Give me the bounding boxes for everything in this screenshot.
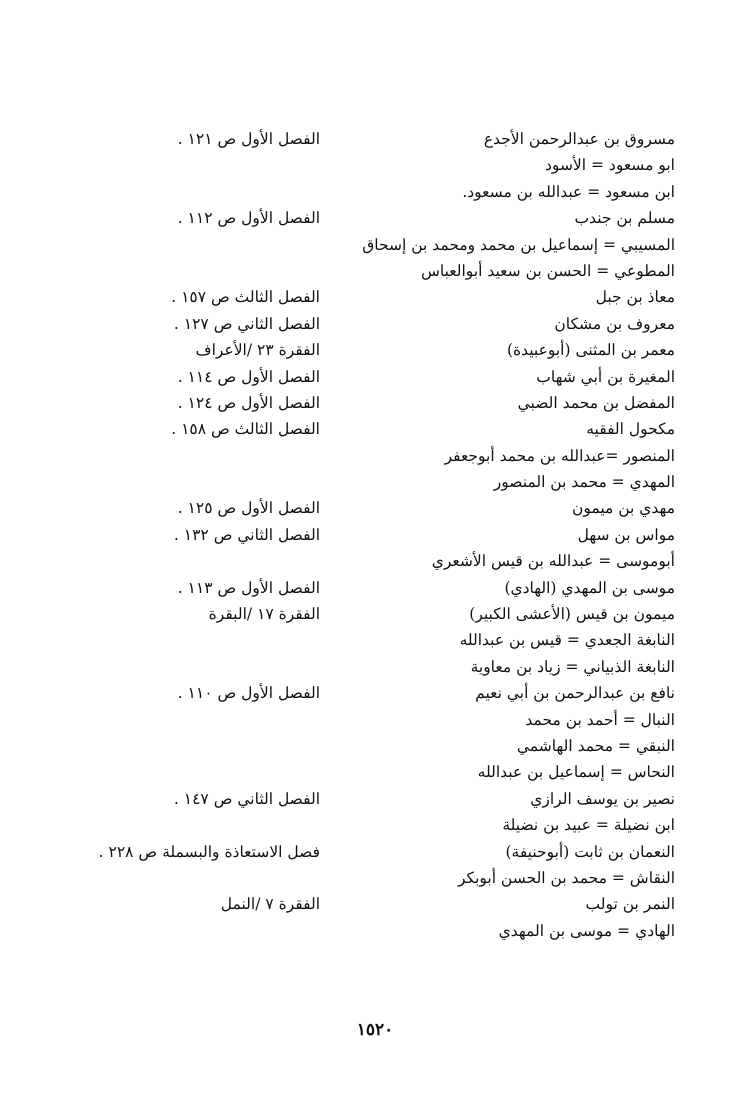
index-entry (0, 839, 750, 865)
entry-name: نصير بن يوسف الرازي (530, 789, 675, 808)
entry-name: المغيرة بن أبي شهاب (536, 367, 675, 386)
index-entry (0, 575, 750, 601)
index-entry (0, 152, 750, 178)
index-list (0, 126, 750, 944)
entry-name: مواس بن سهل (577, 525, 675, 544)
entry-reference: الفصل الثالث ص ١٥٧ . (171, 288, 320, 307)
entry-name: معاذ بن جبل (595, 288, 675, 307)
entry-reference: الفقرة ٢٣ /الأعراف (195, 341, 320, 360)
entry-reference: الفصل الأول ص ١١٣ . (177, 578, 320, 597)
entry-name: المسيبي = إسماعيل بن محمد ومحمد بن إسحاق (362, 235, 675, 254)
index-entry (0, 495, 750, 521)
index-entry (0, 416, 750, 442)
entry-name: النابغة الجعدي = قيس بن عبدالله (459, 631, 675, 650)
entry-name: مسلم بن جندب (574, 209, 675, 228)
index-entry (0, 812, 750, 838)
entry-reference: الفصل الأول ص ١١٢ . (177, 209, 320, 228)
entry-name: أبوموسى = عبدالله بن قيس الأشعري (431, 552, 675, 571)
entry-name: نافع بن عبدالرحمن بن أبي نعيم (475, 684, 675, 703)
entry-name: المطوعي = الحسن بن سعيد أبوالعباس (420, 261, 675, 280)
index-entry (0, 786, 750, 812)
index-entry (0, 654, 750, 680)
index-entry (0, 390, 750, 416)
index-entry (0, 707, 750, 733)
entry-name: معمر بن المثنى (أبوعبيدة) (506, 341, 675, 360)
index-entry (0, 179, 750, 205)
index-entry (0, 548, 750, 574)
index-entry (0, 232, 750, 258)
index-entry (0, 522, 750, 548)
entry-name: النابغة الذبياني = زياد بن معاوية (470, 657, 675, 676)
entry-reference: الفقرة ١٧ /البقرة (208, 605, 320, 624)
entry-reference: الفصل الأول ص ١٢٥ . (177, 499, 320, 518)
index-entry (0, 337, 750, 363)
entry-name: المفضل بن محمد الضبي (517, 393, 675, 412)
index-entry (0, 918, 750, 944)
entry-name: النعمان بن ثابت (أبوحنيفة) (505, 842, 675, 861)
index-entry (0, 865, 750, 891)
index-entry (0, 733, 750, 759)
index-entry (0, 759, 750, 785)
entry-name: النحاس = إسماعيل بن عبدالله (477, 763, 675, 782)
index-entry (0, 680, 750, 706)
index-entry (0, 891, 750, 917)
entry-name: النقاش = محمد بن الحسن أبوبكر (457, 868, 675, 887)
entry-reference: الفصل الثالث ص ١٥٨ . (171, 420, 320, 439)
entry-name: المنصور =عبدالله بن محمد أبوجعفر (444, 446, 675, 465)
page-number: ١٥٢٠ (356, 1020, 394, 1040)
entry-name: النمر بن تولب (585, 895, 675, 914)
entry-reference: فصل الاستعاذة والبسملة ص ٢٢٨ . (98, 842, 320, 861)
entry-reference: الفصل الثاني ص ١٤٧ . (173, 789, 320, 808)
entry-name: ابو مسعود = الأسود (545, 156, 675, 175)
entry-name: مكحول الفقيه (586, 420, 675, 439)
index-entry (0, 311, 750, 337)
entry-name: ميمون بن قيس (الأعشى الكبير) (469, 605, 675, 624)
entry-reference: الفقرة ٧ /النمل (220, 895, 320, 914)
entry-reference: الفصل الثاني ص ١٢٧ . (173, 314, 320, 333)
index-entry (0, 443, 750, 469)
entry-name: الهادي = موسى بن المهدي (498, 921, 675, 940)
index-entry (0, 284, 750, 310)
entry-name: النبال = أحمد بن محمد (525, 710, 675, 729)
index-entry (0, 627, 750, 653)
entry-reference: الفصل الأول ص ١٢٤ . (177, 393, 320, 412)
index-entry (0, 205, 750, 231)
entry-reference: الفصل الثاني ص ١٣٢ . (173, 525, 320, 544)
index-entry (0, 258, 750, 284)
entry-name: معروف بن مشكان (554, 314, 675, 333)
entry-name: المهدي = محمد بن المنصور (493, 473, 675, 492)
index-entry (0, 364, 750, 390)
index-entry (0, 601, 750, 627)
entry-name: موسى بن المهدي (الهادي) (504, 578, 675, 597)
entry-name: مهدي بن ميمون (571, 499, 675, 518)
entry-name: ابن نضيلة = عبيد بن نضيلة (502, 816, 675, 835)
entry-reference: الفصل الأول ص ١٢١ . (177, 130, 320, 148)
entry-name: ابن مسعود = عبدالله بن مسعود. (462, 182, 675, 201)
entry-reference: الفصل الأول ص ١١٠ . (177, 684, 320, 703)
entry-name: مسروق بن عبدالرحمن الأجدع (483, 130, 675, 148)
index-entry (0, 126, 750, 152)
entry-reference: الفصل الأول ص ١١٤ . (177, 367, 320, 386)
entry-name: النبقي = محمد الهاشمي (516, 736, 675, 755)
index-entry (0, 469, 750, 495)
